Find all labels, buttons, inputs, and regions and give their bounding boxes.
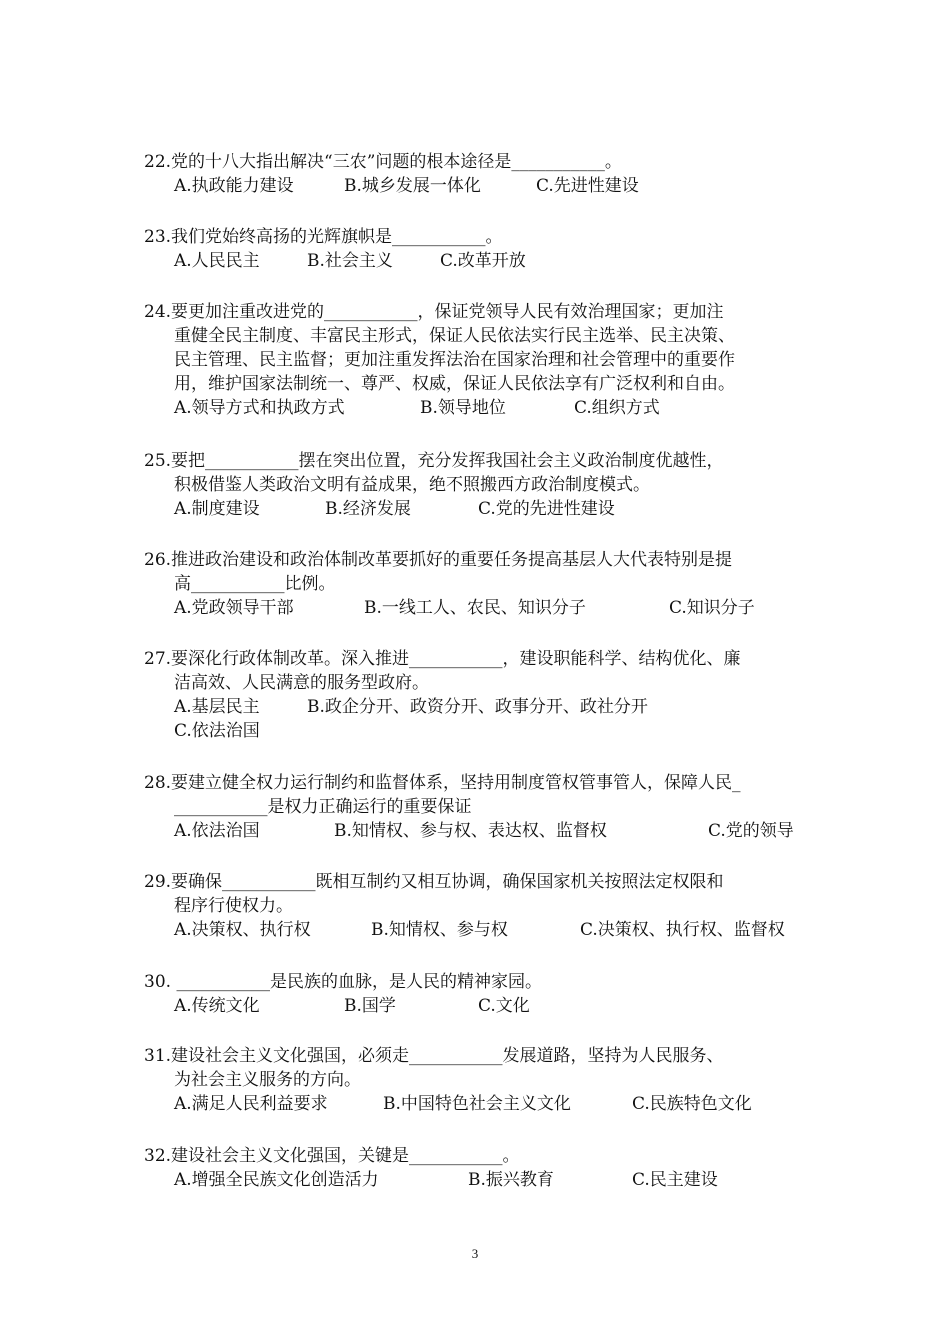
answer-option: A.决策权、执行权 bbox=[174, 920, 311, 940]
question-27 bbox=[144, 647, 824, 743]
options-row bbox=[144, 497, 824, 521]
answer-option: B.国学 bbox=[344, 996, 396, 1016]
question-text-line: 25.要把___________摆在突出位置，充分发挥我国社会主义政治制度优越性， bbox=[144, 451, 724, 471]
options-row bbox=[144, 1092, 824, 1116]
options-row bbox=[144, 396, 824, 420]
question-text-line: 积极借鉴人类政治文明有益成果，绝不照搬西方政治制度模式。 bbox=[174, 475, 650, 495]
answer-option: C.先进性建设 bbox=[536, 176, 639, 196]
question-28 bbox=[144, 771, 824, 843]
question-text-line: 洁高效、人民满意的服务型政府。 bbox=[174, 673, 429, 693]
answer-option: C.改革开放 bbox=[440, 251, 526, 271]
answer-option: B.一线工人、农民、知识分子 bbox=[364, 598, 586, 618]
answer-option: B.振兴教育 bbox=[468, 1170, 554, 1190]
answer-option: A.基层民主 bbox=[174, 697, 260, 717]
answer-option: C.民族特色文化 bbox=[632, 1094, 752, 1114]
answer-option: B.社会主义 bbox=[307, 251, 393, 271]
options-row bbox=[144, 994, 824, 1018]
answer-option: A.传统文化 bbox=[174, 996, 260, 1016]
answer-option: A.制度建设 bbox=[174, 499, 260, 519]
question-text-line: 重健全民主制度、丰富民主形式，保证人民依法实行民主选举、民主决策、 bbox=[174, 326, 735, 346]
question-text-line: 32.建设社会主义文化强国，关键是___________。 bbox=[144, 1146, 520, 1166]
options-row bbox=[144, 174, 824, 198]
options-row bbox=[144, 918, 824, 942]
question-text-line: 高___________比例。 bbox=[174, 574, 336, 594]
answer-option: A.执政能力建设 bbox=[174, 176, 294, 196]
question-24 bbox=[144, 300, 824, 420]
answer-option: B.知情权、参与权 bbox=[371, 920, 508, 940]
answer-option: C.知识分子 bbox=[669, 598, 755, 618]
question-text-line: 29.要确保___________既相互制约又相互协调，确保国家机关按照法定权限和 bbox=[144, 872, 724, 892]
answer-option: C.党的先进性建设 bbox=[478, 499, 615, 519]
question-25 bbox=[144, 449, 824, 521]
answer-option: A.党政领导干部 bbox=[174, 598, 294, 618]
question-26 bbox=[144, 548, 824, 620]
answer-option: B.知情权、参与权、表达权、监督权 bbox=[334, 821, 607, 841]
question-31 bbox=[144, 1044, 824, 1116]
options-row bbox=[144, 1168, 824, 1192]
answer-option: C.党的领导 bbox=[708, 821, 794, 841]
answer-option: A.领导方式和执政方式 bbox=[174, 398, 345, 418]
question-text-line: 23.我们党始终高扬的光辉旗帜是___________。 bbox=[144, 227, 503, 247]
question-text-line: 为社会主义服务的方向。 bbox=[174, 1070, 361, 1090]
question-32 bbox=[144, 1144, 824, 1192]
question-text-line: 26.推进政治建设和政治体制改革要抓好的重要任务提高基层人大代表特别是提 bbox=[144, 550, 733, 570]
answer-option: A.人民民主 bbox=[174, 251, 260, 271]
answer-option: B.经济发展 bbox=[325, 499, 411, 519]
question-30 bbox=[144, 970, 824, 1018]
answer-option: C.决策权、执行权、监督权 bbox=[580, 920, 785, 940]
answer-option: A.满足人民利益要求 bbox=[174, 1094, 328, 1114]
options-row bbox=[144, 596, 824, 620]
question-text-line: 30. ___________是民族的血脉，是人民的精神家园。 bbox=[144, 972, 542, 992]
question-23 bbox=[144, 225, 824, 273]
question-text-line: 24.要更加注重改进党的___________，保证党领导人民有效治理国家；更加注 bbox=[144, 302, 724, 322]
answer-option: B.中国特色社会主义文化 bbox=[383, 1094, 571, 1114]
question-text-line: 民主管理、民主监督；更加注重发挥法治在国家治理和社会管理中的重要作 bbox=[174, 350, 735, 370]
answer-option: C.民主建设 bbox=[632, 1170, 718, 1190]
options-row bbox=[144, 695, 824, 719]
question-text-line: 28.要建立健全权力运行制约和监督体系，坚持用制度管权管事管人，保障人民_ bbox=[144, 773, 741, 793]
question-text-line: 程序行使权力。 bbox=[174, 896, 293, 916]
answer-option: A.依法治国 bbox=[174, 821, 260, 841]
question-text-line: ___________是权力正确运行的重要保证 bbox=[174, 797, 472, 817]
question-text-line: 27.要深化行政体制改革。深入推进___________，建设职能科学、结构优化、廉 bbox=[144, 649, 741, 669]
question-22 bbox=[144, 150, 824, 198]
question-text-line: 用，维护国家法制统一、尊严、权威，保证人民依法享有广泛权利和自由。 bbox=[174, 374, 735, 394]
answer-option: B.城乡发展一体化 bbox=[344, 176, 481, 196]
answer-option: B.领导地位 bbox=[420, 398, 506, 418]
question-text-line: 22.党的十八大指出解决“三农”问题的根本途径是___________。 bbox=[144, 152, 622, 172]
page-number: 3 bbox=[471, 1246, 479, 1261]
answer-option: A.增强全民族文化创造活力 bbox=[174, 1170, 379, 1190]
question-text-line: 31.建设社会主义文化强国，必须走___________发展道路，坚持为人民服务、 bbox=[144, 1046, 724, 1066]
answer-option: C.依法治国 bbox=[174, 721, 260, 741]
answer-option: C.组织方式 bbox=[574, 398, 660, 418]
answer-option: C.文化 bbox=[478, 996, 530, 1016]
options-row bbox=[144, 719, 824, 743]
options-row bbox=[144, 819, 824, 843]
options-row bbox=[144, 249, 824, 273]
question-29 bbox=[144, 870, 824, 942]
answer-option: B.政企分开、政资分开、政事分开、政社分开 bbox=[307, 697, 648, 717]
